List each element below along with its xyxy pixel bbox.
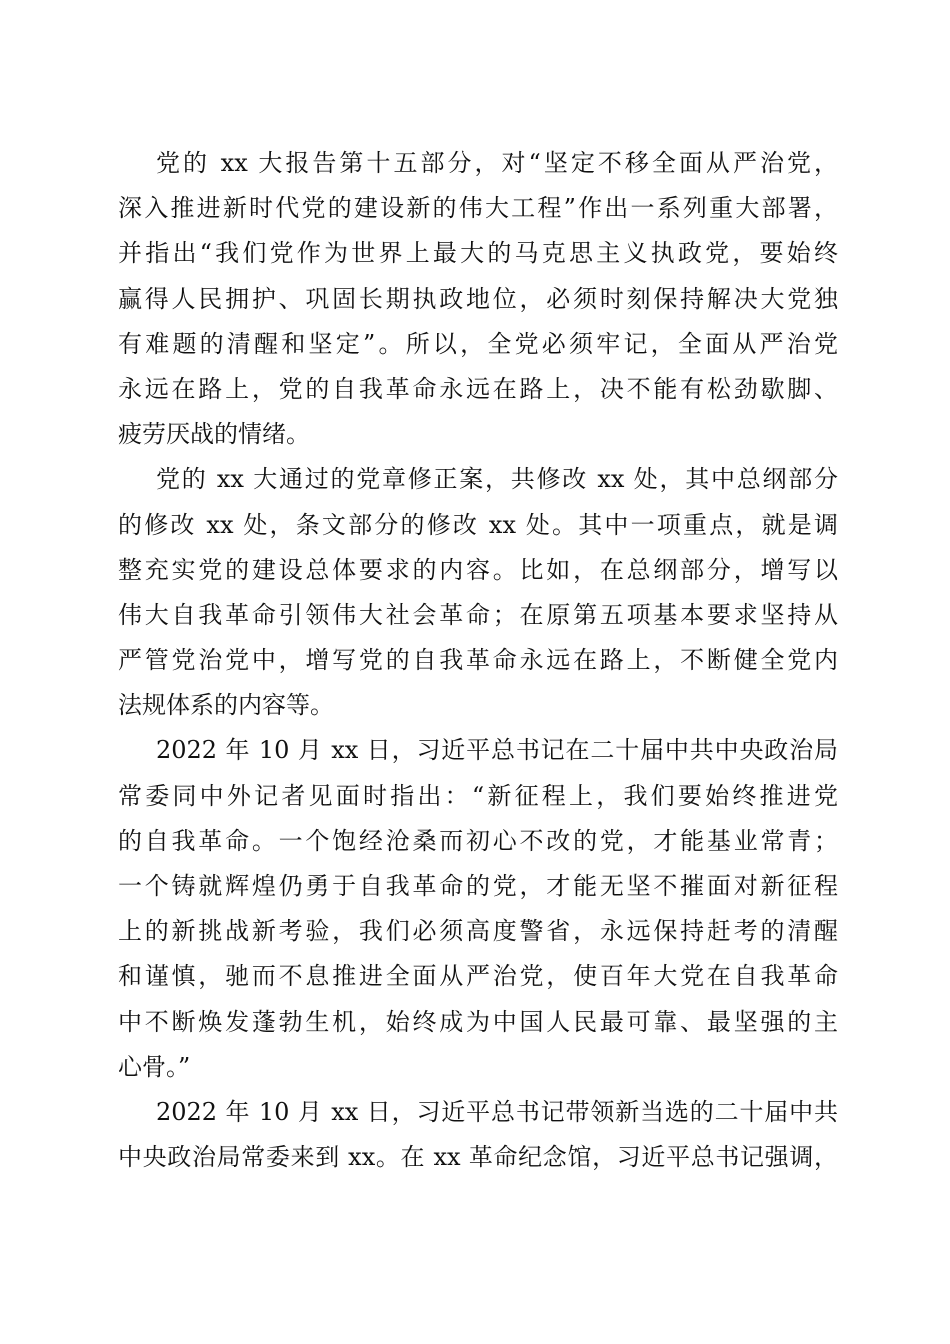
- paragraph-2: [118, 457, 838, 728]
- paragraph-3: [118, 728, 838, 1090]
- paragraph-4: [118, 1090, 838, 1180]
- text-line: 赢得人民拥护、巩固长期执政地位，必须时刻保持解决大党独: [118, 284, 838, 313]
- text-line: 伟大自我革命引领伟大社会革命；在原第五项基本要求坚持从: [118, 600, 838, 629]
- text-line: 2022 年 10 月 xx 日，习近平总书记在二十届中共中央政治局: [156, 736, 838, 765]
- text-line: 一个铸就辉煌仍勇于自我革命的党，才能无坚不摧面对新征程: [118, 872, 838, 900]
- text-line: 常委同中外记者见面时指出：“新征程上，我们要始终推进党: [118, 781, 838, 810]
- text-line: 2022 年 10 月 xx 日，习近平总书记带领新当选的二十届中共: [156, 1097, 838, 1126]
- text-line: 党的 xx 大通过的党章修正案，共修改 xx 处，其中总纲部分: [156, 465, 838, 494]
- text-line: 上的新挑战新考验，我们必须高度警省，永远保持赶考的清醒: [118, 917, 838, 946]
- text-line: 党的 xx 大报告第十五部分，对“坚定不移全面从严治党，: [156, 149, 838, 177]
- text-line: 并指出“我们党作为世界上最大的马克思主义执政党，要始终: [118, 239, 838, 268]
- text-line: 和谨慎，驰而不息推进全面从严治党，使百年大党在自我革命: [118, 962, 838, 991]
- text-line: 的自我革命。一个饱经沧桑而初心不改的党，才能基业常青；: [118, 826, 838, 855]
- text-line: 永远在路上，党的自我革命永远在路上，决不能有松劲歇脚、: [118, 374, 838, 403]
- text-line: 有难题的清醒和坚定”。所以，全党必须牢记，全面从严治党: [118, 329, 838, 358]
- paragraph-1: [118, 141, 838, 457]
- text-line: 深入推进新时代党的建设新的伟大工程”作出一系列重大部署，: [118, 194, 838, 223]
- text-line: 疲劳厌战的情绪。: [118, 420, 310, 449]
- text-line: 中央政治局常委来到 xx。在 xx 革命纪念馆，习近平总书记强调，: [118, 1143, 838, 1172]
- text-line: 严管党治党中，增写党的自我革命永远在路上，不断健全党内: [118, 646, 838, 675]
- text-line: 中不断焕发蓬勃生机，始终成为中国人民最可靠、最坚强的主: [118, 1007, 838, 1036]
- text-line: 的修改 xx 处，条文部分的修改 xx 处。其中一项重点，就是调: [118, 510, 838, 539]
- document-body: [118, 141, 838, 1180]
- text-line: 法规体系的内容等。: [118, 691, 334, 720]
- text-line: 整充实党的建设总体要求的内容。比如，在总纲部分，增写以: [118, 555, 838, 584]
- text-line: 心骨。”: [118, 1052, 191, 1081]
